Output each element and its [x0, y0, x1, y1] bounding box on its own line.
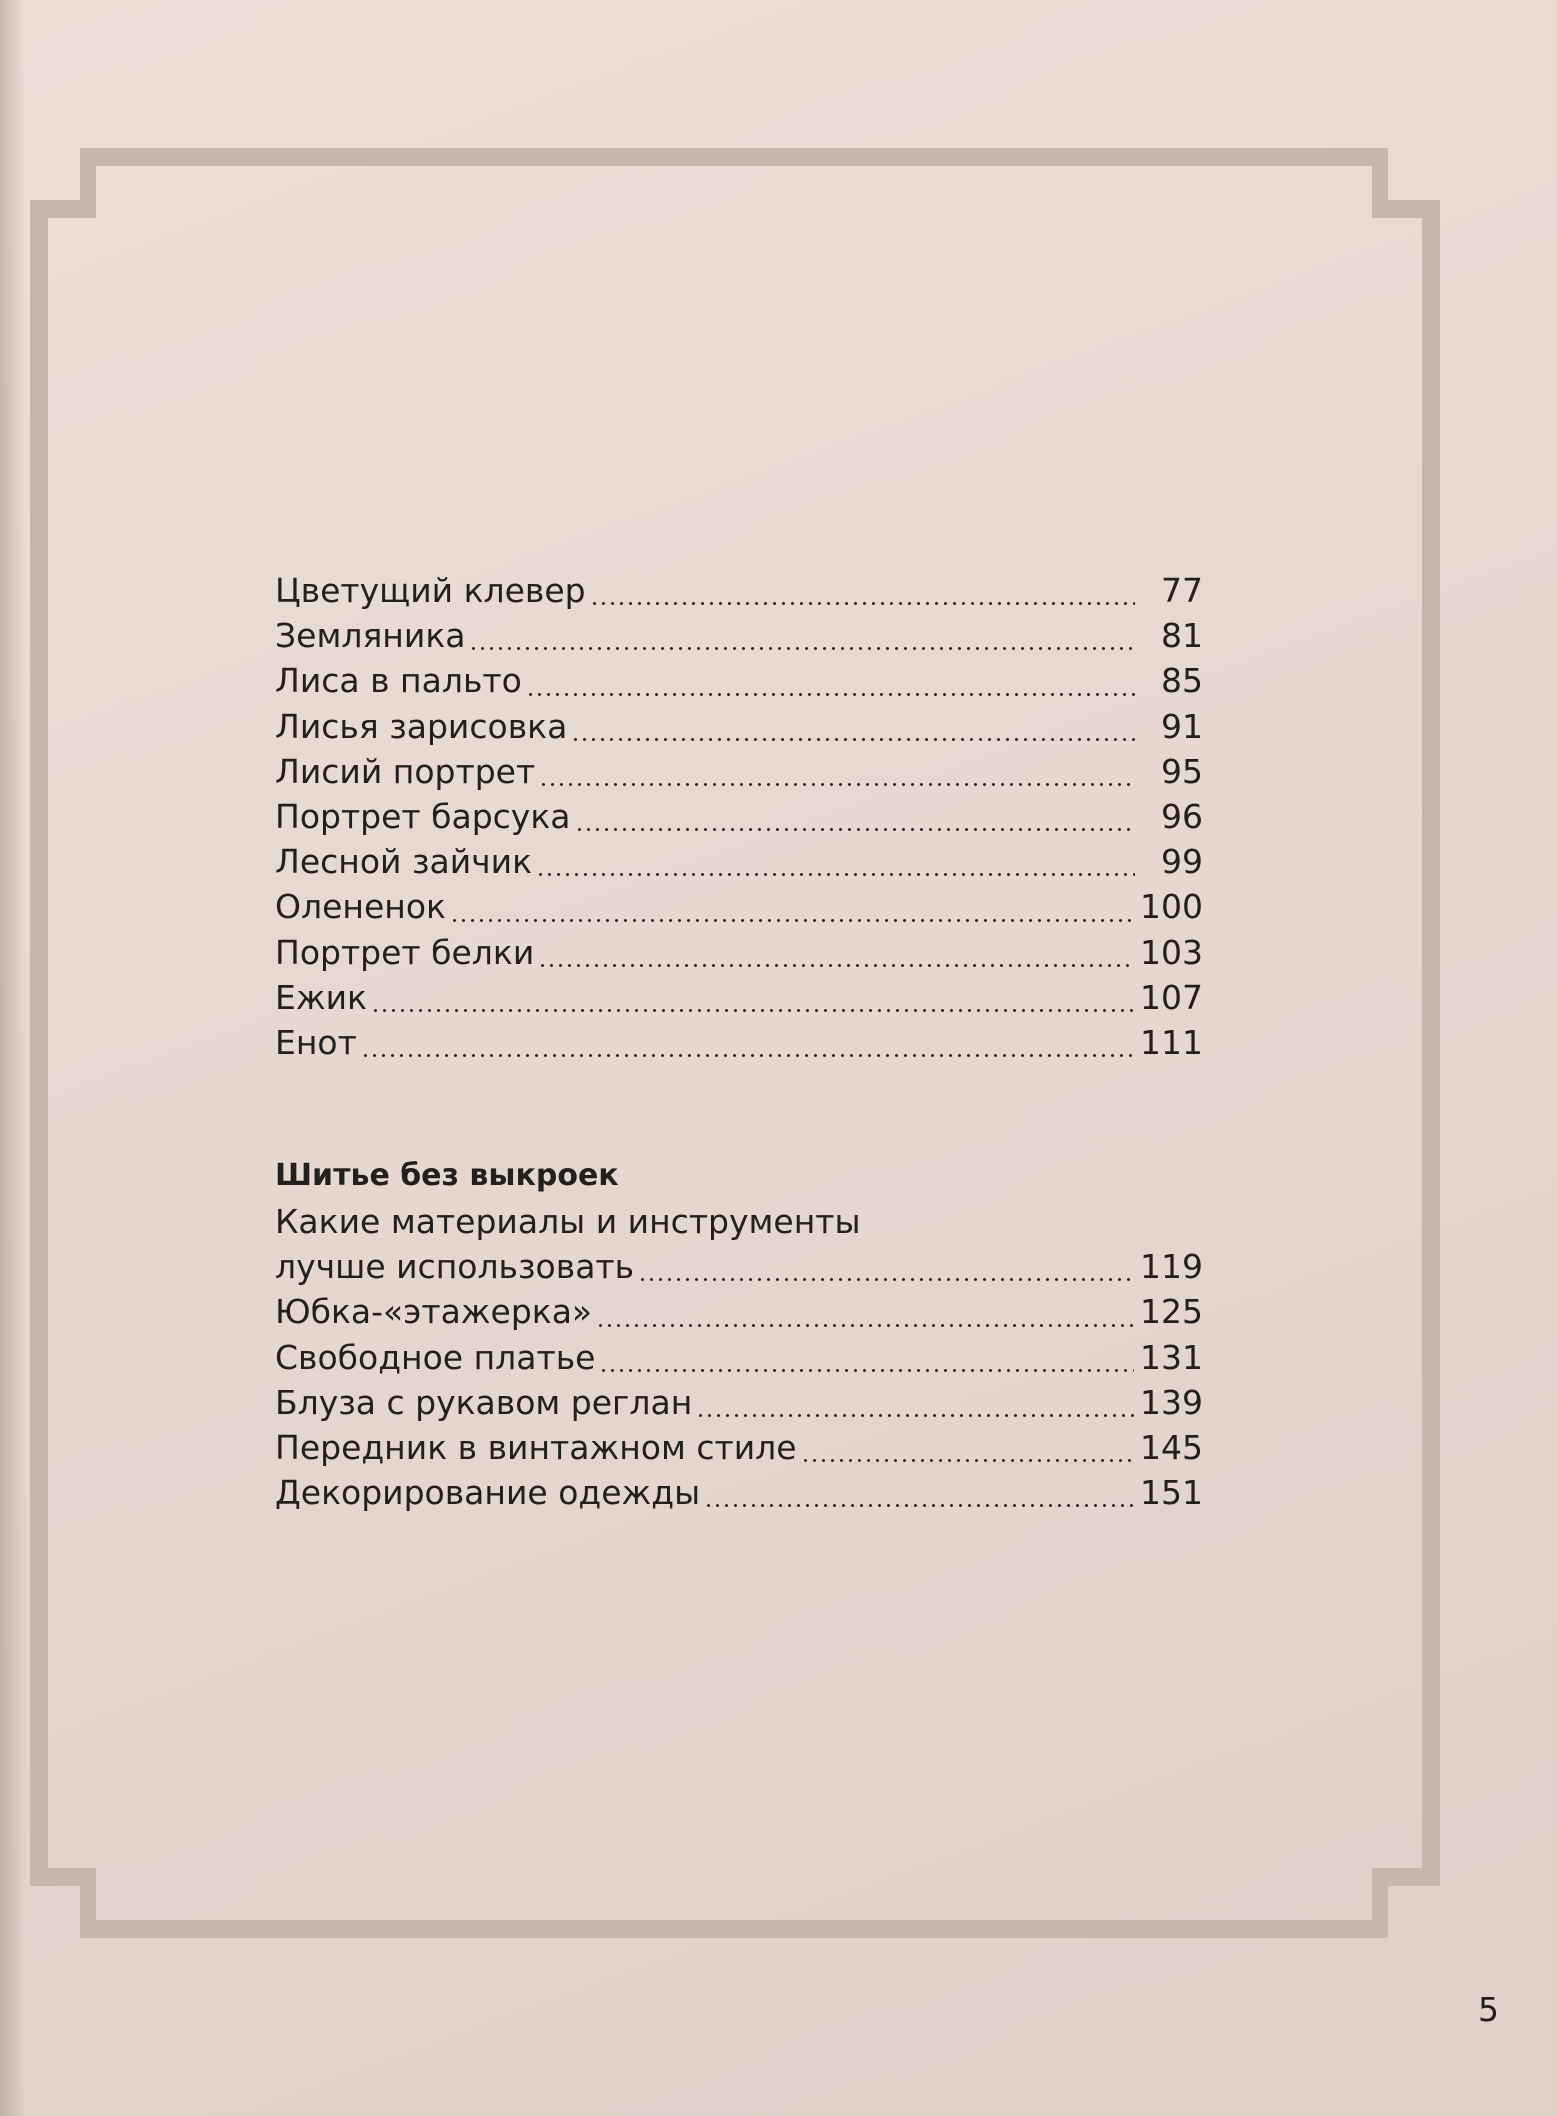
toc-entry-title: Енот — [275, 1022, 357, 1062]
dot-leader — [539, 783, 1135, 786]
dot-leader — [575, 828, 1136, 831]
toc-entry-page: 77 — [1161, 571, 1203, 610]
toc-entry-page: 131 — [1140, 1337, 1203, 1377]
toc-part-1 — [275, 568, 1203, 1065]
page-gutter-shadow — [0, 0, 26, 2116]
dot-leader — [801, 1459, 1134, 1462]
toc-entry-page: 151 — [1140, 1473, 1203, 1513]
dot-leader — [536, 873, 1135, 876]
toc-entry-page: 119 — [1140, 1247, 1203, 1287]
toc-entry-title: Портрет барсука — [275, 796, 571, 836]
toc-entry-page: 103 — [1140, 932, 1203, 972]
toc-entry-page: 96 — [1161, 796, 1203, 836]
dot-leader — [599, 1369, 1134, 1372]
dot-leader — [696, 1414, 1134, 1417]
page-number: 5 — [1478, 1990, 1499, 2029]
toc-entry[interactable] — [275, 568, 1203, 613]
toc-entry[interactable] — [275, 613, 1203, 658]
toc-entry-page: 81 — [1161, 616, 1203, 656]
toc-entry[interactable] — [275, 704, 1203, 749]
dot-leader — [538, 964, 1134, 967]
toc-entry[interactable] — [275, 1335, 1203, 1380]
toc-entry-title: лучше использовать — [275, 1247, 635, 1287]
toc-entry-page: 139 — [1140, 1382, 1203, 1422]
toc-entry-title: Земляника — [275, 616, 466, 656]
toc-entry[interactable] — [275, 794, 1203, 839]
toc-entry-title: Цветущий клевер — [275, 571, 586, 610]
dot-leader — [371, 1009, 1134, 1012]
toc-entry-title: Декорирование одежды — [275, 1473, 701, 1513]
toc-entry-title: Лисья зарисовка — [275, 706, 568, 746]
toc-entry-page: 91 — [1161, 706, 1203, 746]
dot-leader — [571, 738, 1135, 741]
toc-entry-page: 99 — [1161, 842, 1203, 882]
toc-entry[interactable] — [275, 1470, 1203, 1515]
toc-entry-page: 100 — [1140, 887, 1203, 927]
toc-entry[interactable] — [275, 975, 1203, 1020]
section-heading: Шитье без выкроек — [275, 1158, 619, 1193]
dot-leader — [450, 919, 1134, 922]
toc-entry-title: Юбка-«этажерка» — [275, 1292, 593, 1332]
dot-leader — [596, 1324, 1134, 1327]
dot-leader — [590, 602, 1135, 605]
toc-entry-title-line: Какие материалы и инструменты — [275, 1202, 861, 1241]
toc-entry[interactable] — [275, 1244, 1203, 1289]
toc-entry[interactable] — [275, 884, 1203, 929]
toc-entry-title: Лисий портрет — [275, 751, 536, 791]
toc-entry[interactable] — [275, 1380, 1203, 1425]
toc-entry[interactable] — [275, 1425, 1203, 1470]
toc-entry-page: 125 — [1140, 1292, 1203, 1332]
toc-entry-title: Лиса в пальто — [275, 661, 522, 701]
toc-entry-title: Олененок — [275, 887, 446, 927]
toc-entry-page: 145 — [1140, 1427, 1203, 1467]
toc-entry[interactable] — [275, 1289, 1203, 1334]
toc-entry[interactable] — [275, 749, 1203, 794]
toc-entry[interactable] — [275, 839, 1203, 884]
toc-entry-title: Лесной зайчик — [275, 842, 533, 882]
toc-entry[interactable] — [275, 930, 1203, 975]
toc-entry-page: 95 — [1161, 751, 1203, 791]
toc-entry-page: 107 — [1140, 977, 1203, 1017]
dot-leader — [469, 647, 1135, 650]
toc-entry-title: Свободное платье — [275, 1337, 596, 1377]
dot-leader — [704, 1504, 1134, 1507]
toc-entry-title: Передник в винтажном стиле — [275, 1427, 797, 1467]
dot-leader — [361, 1054, 1134, 1057]
toc-entry-title: Блуза с рукавом реглан — [275, 1382, 693, 1422]
toc-entry-page: 111 — [1140, 1022, 1203, 1062]
toc-entry-title: Ежик — [275, 977, 367, 1017]
dot-leader — [526, 693, 1135, 696]
toc-entry-title: Портрет белки — [275, 932, 535, 972]
dot-leader — [638, 1278, 1134, 1281]
toc-part-2 — [275, 1153, 1203, 1515]
toc-entry[interactable] — [275, 1020, 1203, 1065]
toc-entry[interactable] — [275, 658, 1203, 703]
toc-entry-page: 85 — [1161, 661, 1203, 701]
